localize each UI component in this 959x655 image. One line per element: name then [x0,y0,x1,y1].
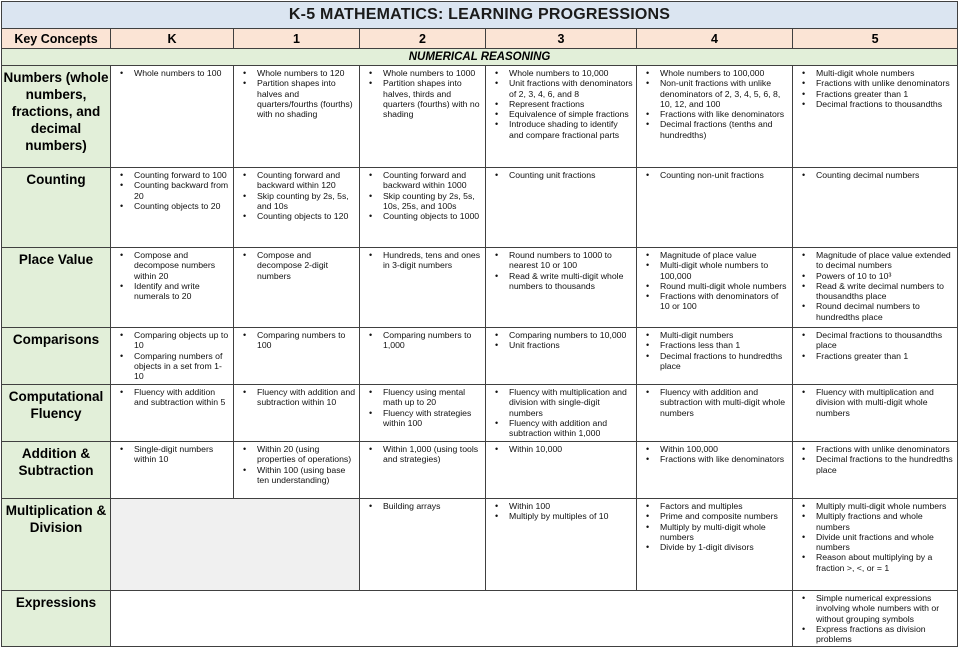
table-row [2,385,958,442]
concept-multiplication-division: Multiplication & Division [2,499,111,591]
list-item: • Fractions less than 1 [660,340,789,350]
list-item: • Fractions with like denominators [660,109,789,119]
bullet-list [360,442,485,467]
concept-computational-fluency: Computational Fluency [2,385,111,442]
cell-fluency-k [111,385,234,442]
list-item: • Multiply fractions and whole numbers [816,511,954,532]
list-item: • Comparing objects up to 10 [134,330,230,351]
table-row [2,66,958,168]
bullet-list [486,385,636,440]
cell-addsub-5 [793,442,958,499]
bullet-list [111,385,233,410]
list-item: • Within 1,000 (using tools and strategies) [383,444,482,465]
header-grade-4: 4 [637,29,793,49]
header-key-concepts: Key Concepts [2,29,111,49]
list-item: • Counting objects to 120 [257,211,356,221]
cell-numbers-5 [793,66,958,168]
bullet-list [111,168,233,213]
empty-shaded-cell [111,499,360,591]
table-row [2,328,958,385]
list-item: • Fluency using mental math up to 20 [383,387,482,408]
cell-counting-k [111,168,234,248]
cell-numbers-2 [360,66,486,168]
list-item: • Fluency with addition and subtraction within 1,000 [509,418,633,439]
bullet-list [793,328,957,363]
list-item: • Equivalence of simple fractions [509,109,633,119]
list-item: • Skip counting by 2s, 5s, 10s, 25s, and 100s [383,191,482,212]
cell-muldiv-3 [486,499,637,591]
cell-muldiv-4 [637,499,793,591]
cell-place-value-k [111,248,234,328]
concept-expressions: Expressions [2,591,111,647]
cell-fluency-5 [793,385,958,442]
bullet-list [234,328,359,353]
list-item: • Counting objects to 1000 [383,211,482,221]
bullet-list [360,328,485,353]
cell-numbers-3 [486,66,637,168]
bullet-list [637,328,792,373]
list-item: • Comparing numbers to 10,000 [509,330,633,340]
list-item: • Decimal fractions to thousandths place [816,330,954,351]
header-grade-3: 3 [486,29,637,49]
cell-numbers-1 [234,66,360,168]
bullet-list [111,248,233,303]
list-item: • Comparing numbers to 1,000 [383,330,482,351]
bullet-list [360,168,485,223]
header-row [2,29,958,49]
cell-expressions-5 [793,591,958,647]
header-grade-1: 1 [234,29,360,49]
cell-comparisons-4 [637,328,793,385]
list-item: • Within 100,000 [660,444,789,454]
list-item: • Express fractions as division problems [816,624,954,645]
list-item: • Multi-digit numbers [660,330,789,340]
cell-counting-3 [486,168,637,248]
bullet-list [486,499,636,524]
list-item: • Fractions with unlike denominators [816,444,954,454]
bullet-list [486,328,636,353]
list-item: • Multiply multi-digit whole numbers [816,501,954,511]
cell-addsub-2 [360,442,486,499]
list-item: • Counting objects to 20 [134,201,230,211]
bullet-list [234,385,359,410]
bullet-list [111,442,233,467]
list-item: • Factors and multiples [660,501,789,511]
list-item: • Whole numbers to 10,000 [509,68,633,78]
cell-addsub-4 [637,442,793,499]
header-grade-5: 5 [793,29,958,49]
list-item: • Reason about multiplying by a fraction >, <, or = 1 [816,552,954,573]
table-row [2,591,958,647]
list-item: • Read & write multi-digit whole numbers to thousands [509,271,633,292]
bullet-list [486,66,636,142]
header-grade-k: K [111,29,234,49]
list-item: • Within 10,000 [509,444,633,454]
cell-comparisons-1 [234,328,360,385]
list-item: • Powers of 10 to 10³ [816,271,954,281]
table-row [2,168,958,248]
list-item: • Counting unit fractions [509,170,633,180]
bullet-list [486,442,636,456]
cell-addsub-3 [486,442,637,499]
list-item: • Fluency with multiplication and division with multi-digit whole numbers [816,387,954,418]
list-item: • Introduce shading to identify and compare fractional parts [509,119,633,140]
cell-place-value-2 [360,248,486,328]
list-item: • Counting backward from 20 [134,180,230,201]
list-item: • Counting forward and backward within 1000 [383,170,482,191]
list-item: • Building arrays [383,501,482,511]
list-item: • Fluency with addition and subtraction within 10 [257,387,356,408]
list-item: • Within 100 [509,501,633,511]
header-grade-2: 2 [360,29,486,49]
bullet-list [234,66,359,121]
list-item: • Identify and write numerals to 20 [134,281,230,302]
list-item: • Multi-digit whole numbers to 100,000 [660,260,789,281]
bullet-list [793,66,957,111]
concept-counting: Counting [2,168,111,248]
list-item: • Unit fractions [509,340,633,350]
cell-comparisons-3 [486,328,637,385]
cell-fluency-4 [637,385,793,442]
progressions-table [1,1,958,647]
list-item: • Prime and composite numbers [660,511,789,521]
cell-place-value-5 [793,248,958,328]
list-item: • Round numbers to 1000 to nearest 10 or 100 [509,250,633,271]
list-item: • Read & write decimal numbers to thousandths place [816,281,954,302]
bullet-list [637,499,792,554]
bullet-list [793,248,957,324]
bullet-list [637,442,792,467]
list-item: • Comparing numbers to 100 [257,330,356,351]
list-item: • Counting decimal numbers [816,170,954,180]
bullet-list [637,66,792,142]
list-item: • Fluency with addition and subtraction with multi-digit whole numbers [660,387,789,418]
cell-muldiv-5 [793,499,958,591]
cell-numbers-4 [637,66,793,168]
list-item: • Compose and decompose numbers within 20 [134,250,230,281]
cell-comparisons-k [111,328,234,385]
list-item: • Fractions with like denominators [660,454,789,464]
list-item: • Decimal fractions to the hundredths place [816,454,954,475]
list-item: • Fractions with unlike denominators [816,78,954,88]
empty-cell [111,591,793,647]
cell-comparisons-2 [360,328,486,385]
bullet-list [111,66,233,80]
cell-place-value-4 [637,248,793,328]
cell-fluency-1 [234,385,360,442]
list-item: • Single-digit numbers within 10 [134,444,230,465]
list-item: • Counting non-unit fractions [660,170,789,180]
cell-counting-1 [234,168,360,248]
cell-comparisons-5 [793,328,958,385]
table-row [2,442,958,499]
list-item: • Counting forward to 100 [134,170,230,180]
bullet-list [360,499,485,513]
bullet-list [793,168,957,182]
bullet-list [234,442,359,487]
cell-counting-4 [637,168,793,248]
bullet-list [234,168,359,223]
list-item: • Decimal fractions to thousandths [816,99,954,109]
list-item: • Magnitude of place value [660,250,789,260]
list-item: • Divide unit fractions and whole numbers [816,532,954,553]
list-item: • Within 100 (using base ten understanding) [257,465,356,486]
list-item: • Magnitude of place value extended to decimal numbers [816,250,954,271]
bullet-list [637,168,792,182]
list-item: • Decimal fractions to hundredths place [660,351,789,372]
cell-fluency-2 [360,385,486,442]
concept-addition-subtraction: Addition & Subtraction [2,442,111,499]
section-heading: NUMERICAL REASONING [2,49,958,66]
concept-comparisons: Comparisons [2,328,111,385]
list-item: • Multiply by multiples of 10 [509,511,633,521]
cell-fluency-3 [486,385,637,442]
list-item: • Round multi-digit whole numbers [660,281,789,291]
list-item: • Fractions greater than 1 [816,89,954,99]
list-item: • Decimal fractions (tenths and hundredths) [660,119,789,140]
list-item: • Fractions greater than 1 [816,351,954,361]
table-row [2,499,958,591]
list-item: • Partition shapes into halves and quarters/fourths (fourths) with no shading [257,78,356,119]
bullet-list [360,66,485,121]
bullet-list [486,168,636,182]
cell-numbers-k [111,66,234,168]
list-item: • Whole numbers to 1000 [383,68,482,78]
list-item: • Non-unit fractions with unlike denominators of 2, 3, 4, 5, 6, 8, 10, 12, and 100 [660,78,789,109]
list-item: • Fluency with addition and subtraction within 5 [134,387,230,408]
cell-counting-5 [793,168,958,248]
cell-counting-2 [360,168,486,248]
bullet-list [360,248,485,273]
table-title: K-5 MATHEMATICS: LEARNING PROGRESSIONS [2,2,958,29]
bullet-list [637,248,792,314]
cell-place-value-3 [486,248,637,328]
list-item: • Partition shapes into halves, thirds and quarters (fourths) with no shading [383,78,482,119]
list-item: • Whole numbers to 100,000 [660,68,789,78]
list-item: • Within 20 (using properties of operations) [257,444,356,465]
concept-place-value: Place Value [2,248,111,328]
concept-numbers: Numbers (whole numbers, fractions, and decimal numbers) [2,66,111,168]
list-item: • Simple numerical expressions involving whole numbers with or without grouping symbols [816,593,954,624]
cell-place-value-1 [234,248,360,328]
list-item: • Counting forward and backward within 120 [257,170,356,191]
bullet-list [111,328,233,383]
table-row [2,248,958,328]
bullet-list [486,248,636,293]
bullet-list [637,385,792,420]
list-item: • Round decimal numbers to hundredths place [816,301,954,322]
list-item: • Divide by 1-digit divisors [660,542,789,552]
bullet-list [234,248,359,283]
bullet-list [793,499,957,575]
list-item: • Fractions with denominators of 10 or 100 [660,291,789,312]
list-item: • Unit fractions with denominators of 2, 3, 4, 6, and 8 [509,78,633,99]
cell-addsub-1 [234,442,360,499]
bullet-list [793,385,957,420]
list-item: • Whole numbers to 120 [257,68,356,78]
list-item: • Comparing numbers of objects in a set from 1-10 [134,351,230,382]
bullet-list [360,385,485,430]
cell-addsub-k [111,442,234,499]
list-item: • Represent fractions [509,99,633,109]
list-item: • Multiply by multi-digit whole numbers [660,522,789,543]
list-item: • Fluency with multiplication and division with single-digit numbers [509,387,633,418]
list-item: • Fluency with strategies within 100 [383,408,482,429]
list-item: • Multi-digit whole numbers [816,68,954,78]
list-item: • Skip counting by 2s, 5s, and 10s [257,191,356,212]
cell-muldiv-2 [360,499,486,591]
list-item: • Compose and decompose 2-digit numbers [257,250,356,281]
list-item: • Hundreds, tens and ones in 3-digit numbers [383,250,482,271]
list-item: • Whole numbers to 100 [134,68,230,78]
bullet-list [793,442,957,477]
bullet-list [793,591,957,646]
